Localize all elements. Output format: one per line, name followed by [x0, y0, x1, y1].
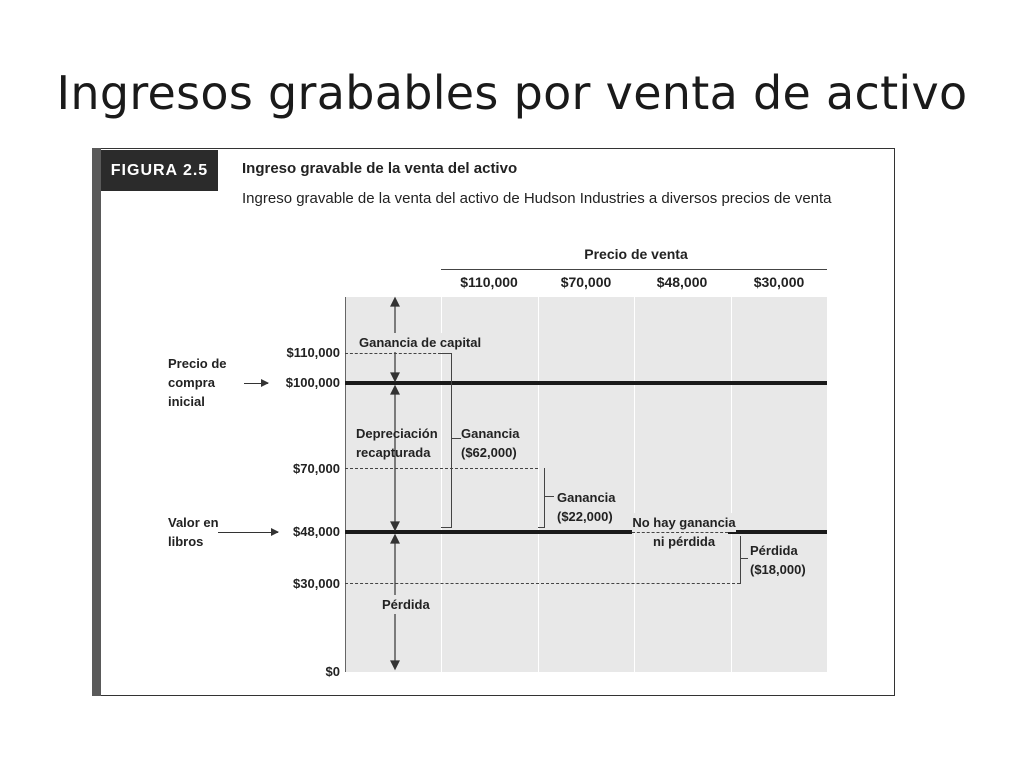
bracket-62-top: [441, 353, 451, 354]
dashed-70000: [345, 468, 538, 469]
y-label-48000: $48,000: [293, 524, 340, 539]
bracket-62-side: [451, 353, 452, 528]
y-label-30000: $30,000: [293, 576, 340, 591]
bracket-22-side: [544, 468, 545, 528]
initial-price-label: Precio de compra inicial: [168, 356, 227, 409]
y-label-110000: $110,000: [286, 345, 340, 360]
capital-gain-label: Ganancia de capital: [356, 333, 484, 352]
loss-18000-label: Pérdida ($18,000): [750, 543, 806, 577]
slide-title: Ingresos grabables por venta de activo: [56, 66, 968, 120]
bracket-22-bottom: [538, 527, 544, 528]
bracket-18-tick: [740, 558, 748, 559]
column-label-110000: $110,000: [460, 274, 518, 290]
bracket-62-bottom: [441, 527, 451, 528]
gain-62000-label: Ganancia ($62,000): [461, 426, 520, 460]
column-label-30000: $30,000: [753, 274, 805, 290]
loss-label: Pérdida: [382, 597, 430, 612]
bracket-22-tick: [544, 496, 554, 497]
no-gain-no-loss-label: No hay ganancia ni pérdida: [632, 515, 736, 549]
price-header: Precio de venta: [584, 246, 688, 262]
dashed-30000: [345, 583, 740, 584]
column-label-70000: $70,000: [560, 274, 612, 290]
bracket-18-side: [740, 536, 741, 584]
y-label-100000: $100,000: [285, 375, 340, 390]
gain-22000-label: Ganancia ($22,000): [557, 490, 616, 524]
figure-subtitle: Ingreso gravable de la venta del activo de Hudson Industries a diversos precios de venta: [242, 190, 832, 207]
book-value-label: Valor en libros: [168, 515, 219, 549]
y-label-0: $0: [325, 664, 340, 679]
figure-badge: FIGURA 2.5: [101, 150, 218, 191]
dashed-110000: [345, 353, 441, 354]
bracket-62-tick: [451, 438, 461, 439]
recaptured-depreciation-label: Depreciación recapturada: [356, 426, 438, 460]
figure-title: Ingreso gravable de la venta del activo: [242, 160, 518, 177]
column-label-48000: $48,000: [656, 274, 708, 290]
y-label-70000: $70,000: [293, 461, 340, 476]
